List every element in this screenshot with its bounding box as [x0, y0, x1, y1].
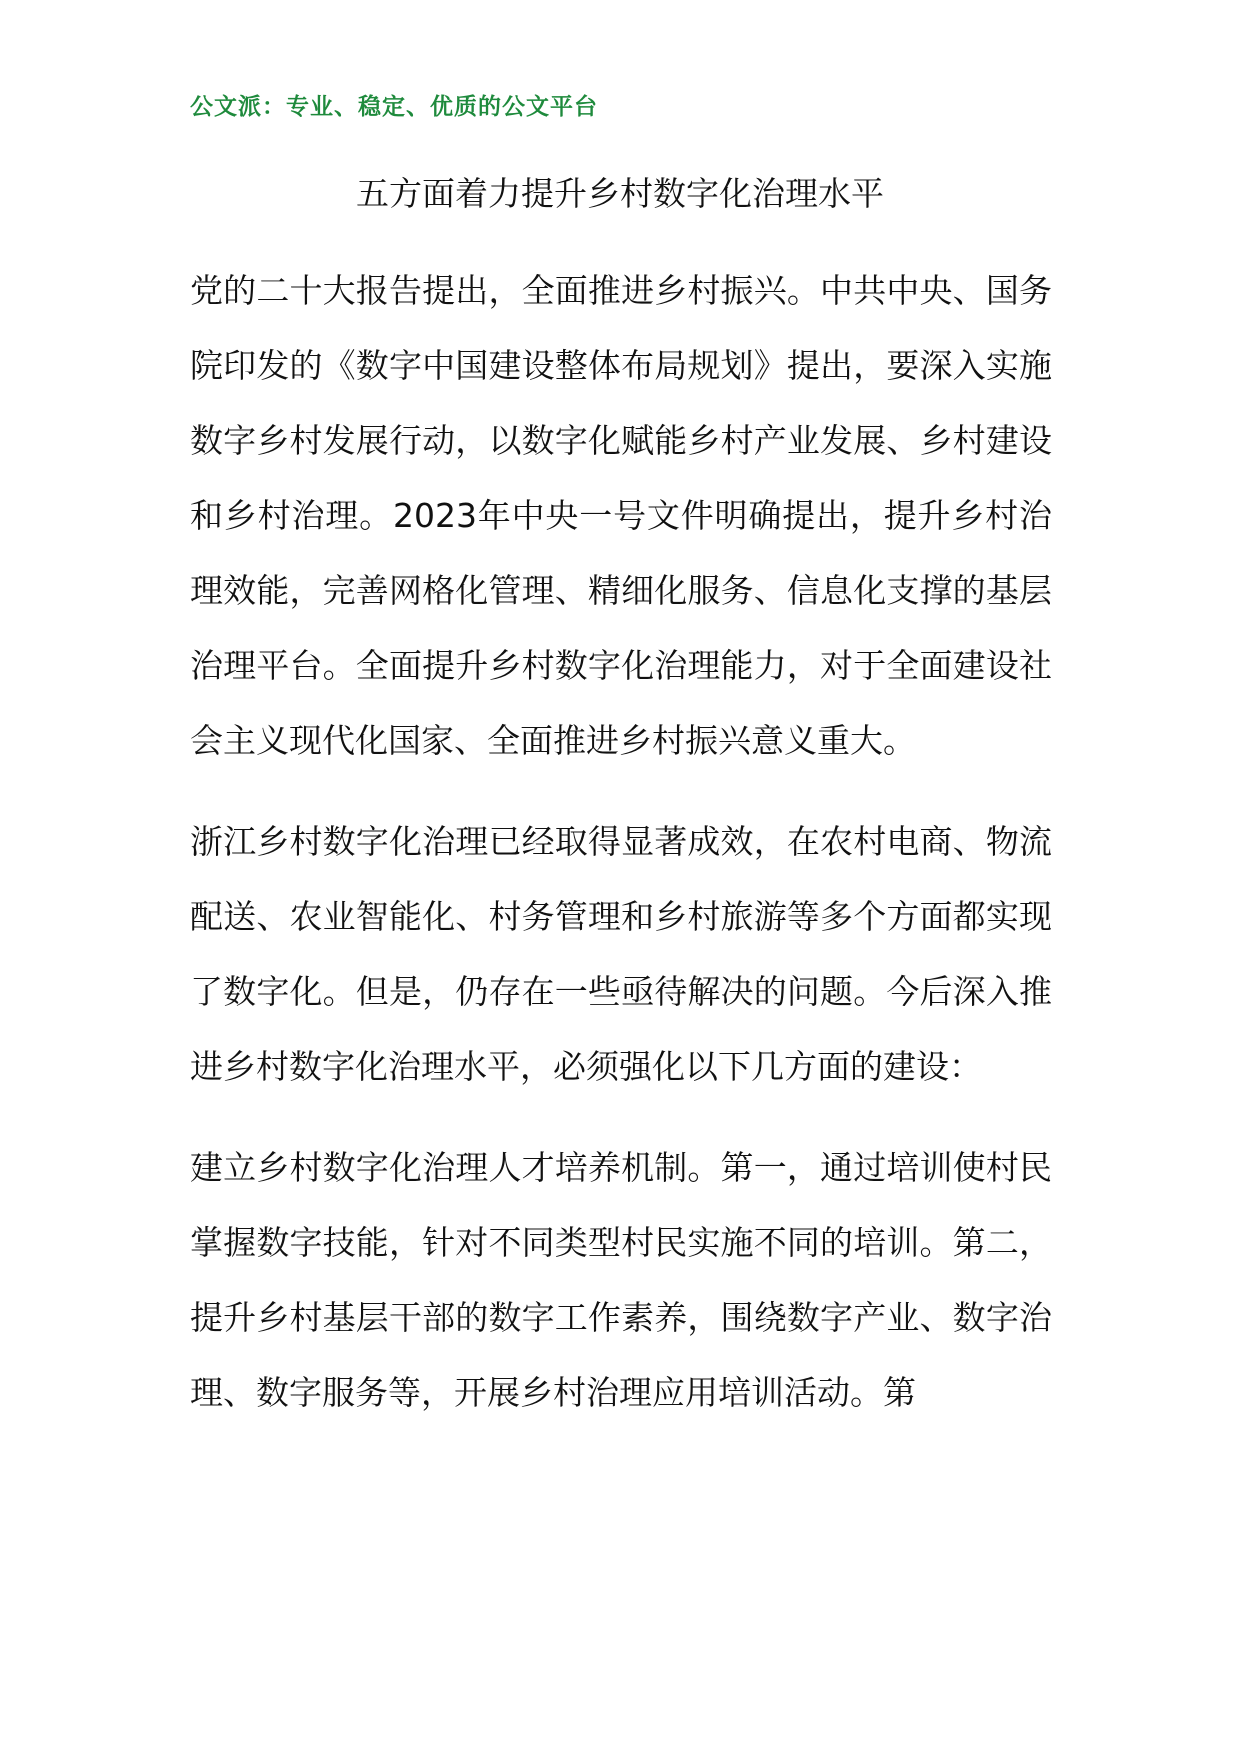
paragraph-talent-mechanism: 建立乡村数字化治理人才培养机制。第一，通过培训使村民掌握数字技能，针对不同类型村民实施不同的培训。第二，提升乡村基层干部的数字工作素养，围绕数字产业、数字治理、数字服务等，开展乡村治理应用培训活动。第	[190, 1148, 1052, 1412]
document-title: 五方面着力提升乡村数字化治理水平	[356, 174, 884, 213]
brand-header: 公文派：专业、稳定、优质的公文平台	[190, 94, 598, 120]
paragraph-zhejiang: 浙江乡村数字化治理已经取得显著成效，在农村电商、物流配送、农业智能化、村务管理和乡村旅游等多个方面都实现了数字化。但是，仍存在一些亟待解决的问题。今后深入推进乡村数字化治理水平，必须强化以下几方面的建设：	[190, 822, 1052, 1086]
paragraph-intro: 党的二十大报告提出，全面推进乡村振兴。中共中央、国务院印发的《数字中国建设整体布局规划》提出，要深入实施数字乡村发展行动，以数字化赋能乡村产业发展、乡村建设和乡村治理。2023年中央一号文件明确提出，提升乡村治理效能，完善网格化管理、精细化服务、信息化支撑的基层治理平台。全面提升乡村数字化治理能力，对于全面建设社会主义现代化国家、全面推进乡村振兴意义重大。	[190, 271, 1052, 760]
document-body	[190, 253, 1052, 1456]
